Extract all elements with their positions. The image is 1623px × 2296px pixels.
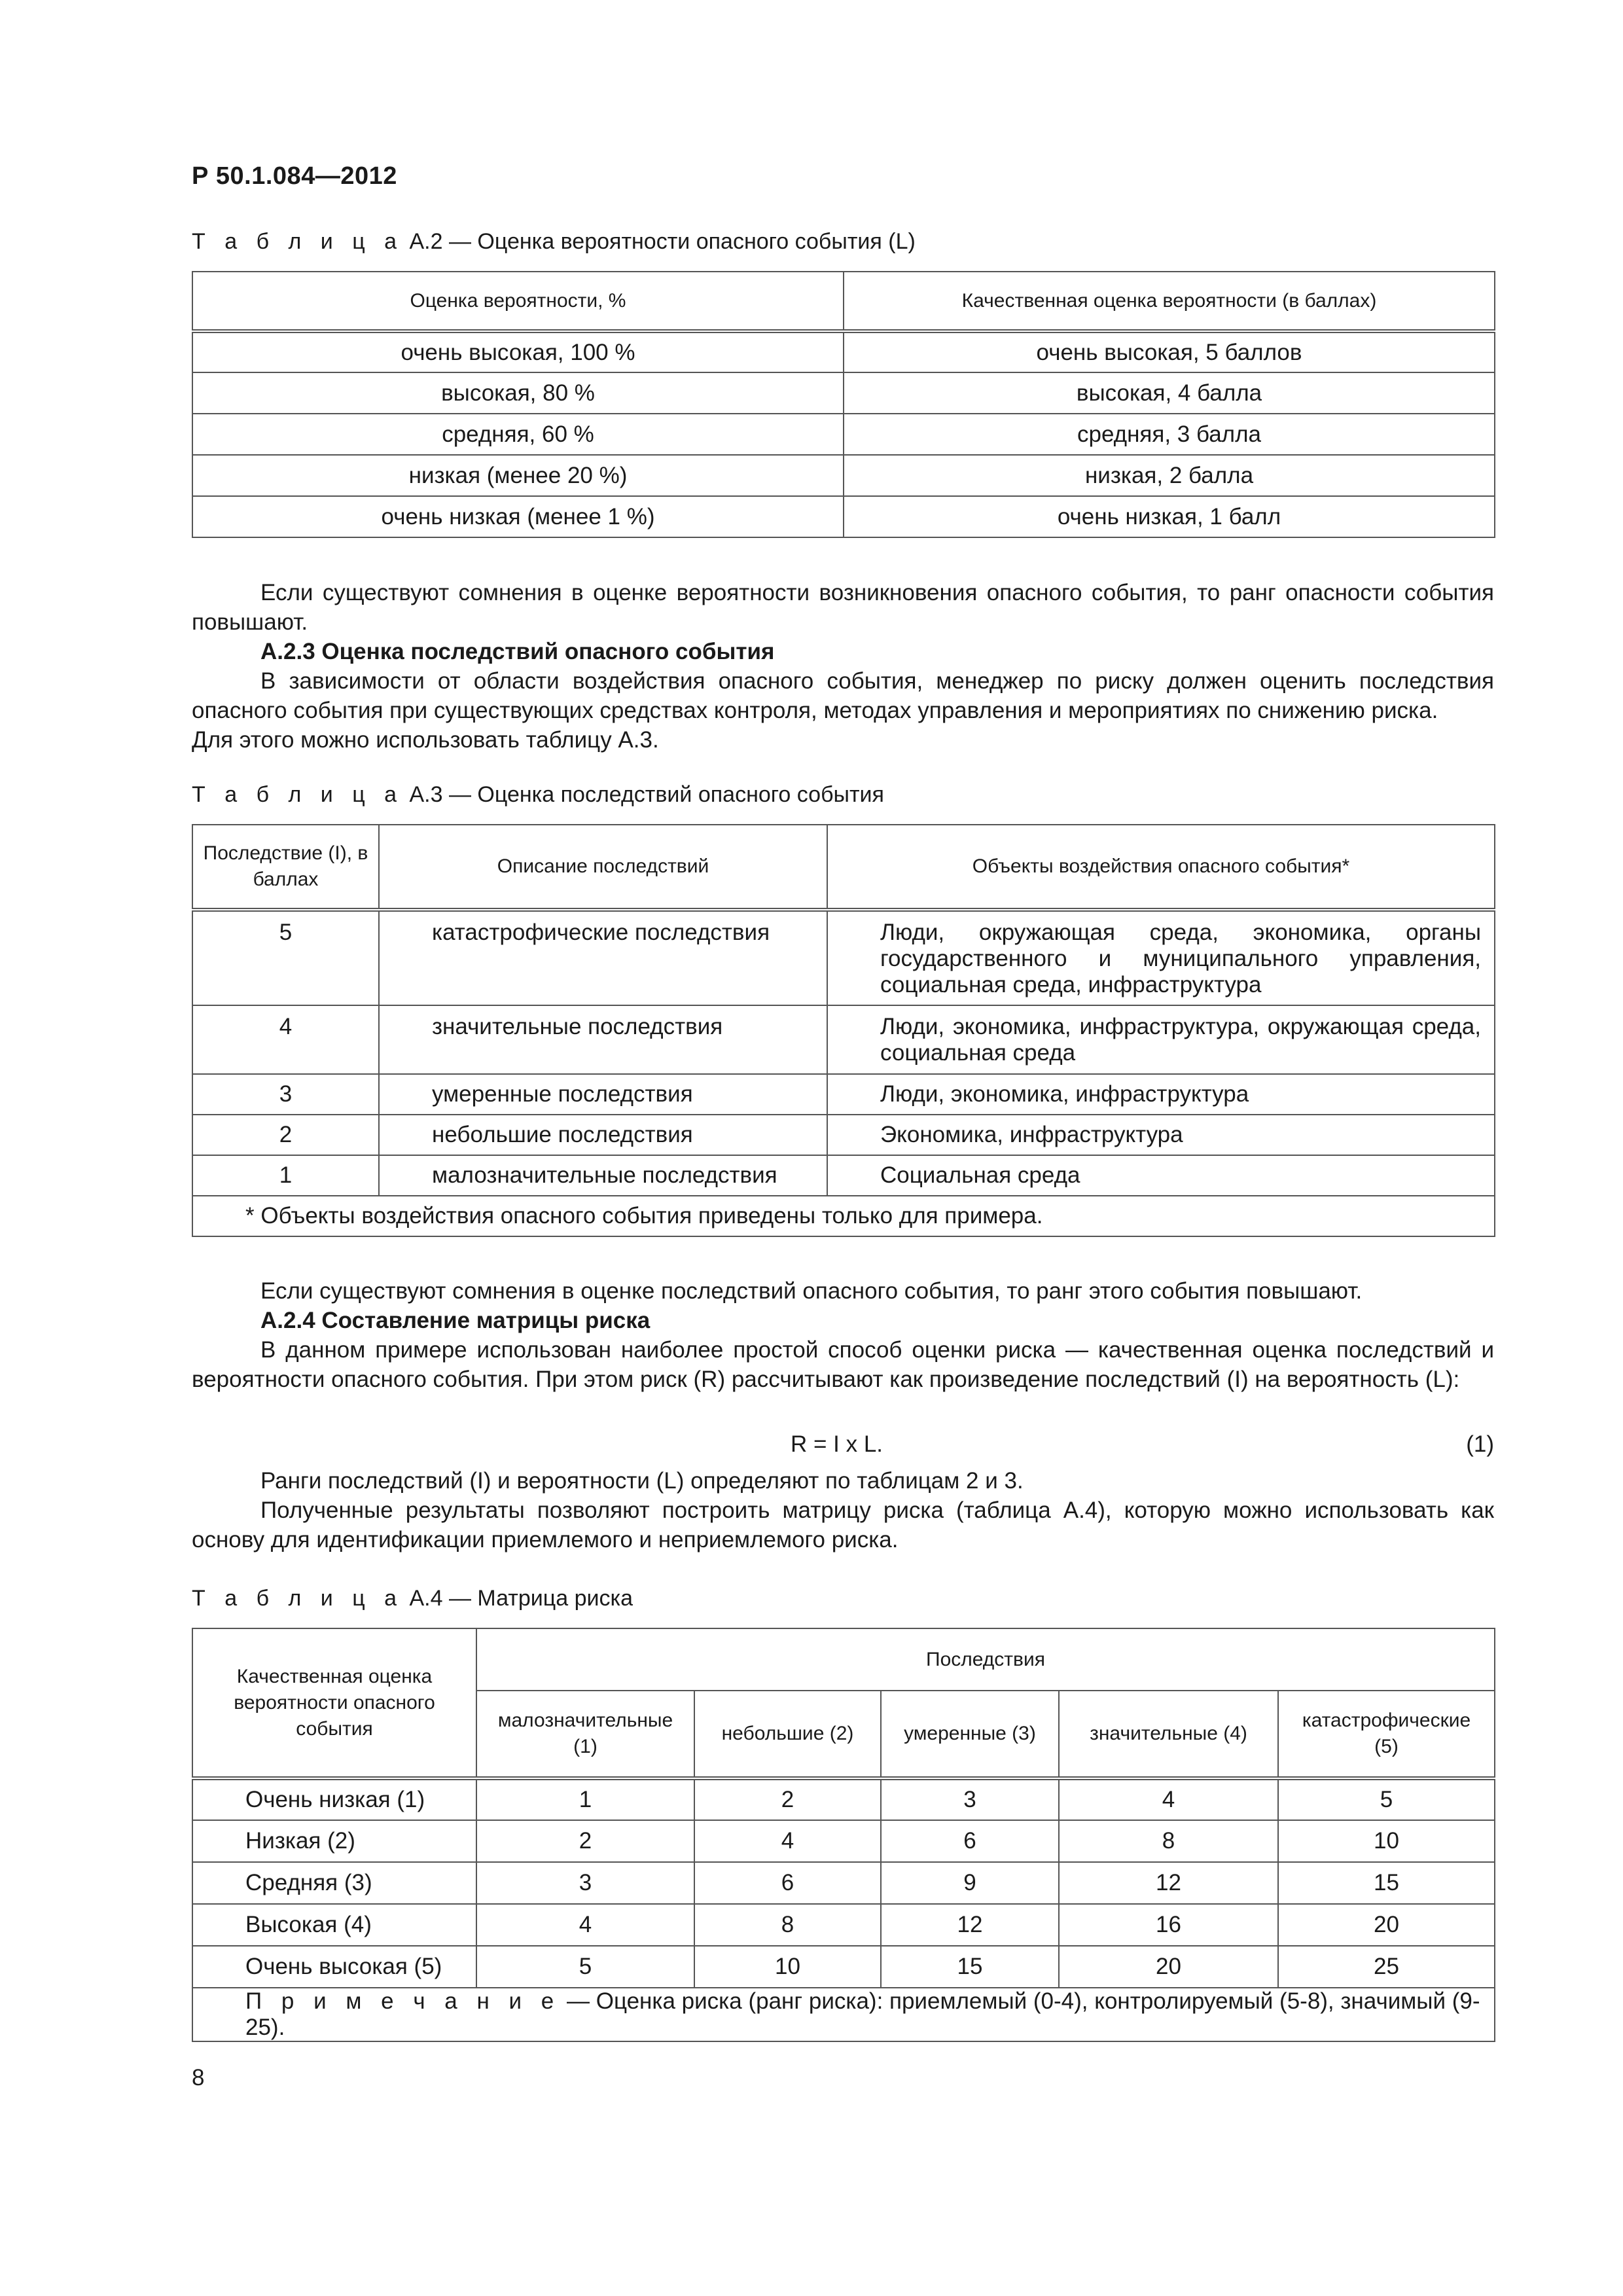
table-header-row (192, 1628, 1495, 1691)
table-row (192, 372, 1495, 414)
table-cell: очень низкая, 1 балл (844, 496, 1495, 537)
table-a3-caption (192, 782, 884, 808)
table-note (192, 1988, 1495, 2041)
table-cell: 12 (1059, 1862, 1278, 1904)
table-a4-caption-label: Т а б л и ц а (192, 1586, 404, 1611)
row-label: Средняя (3) (192, 1862, 476, 1904)
row-label: Очень высокая (5) (192, 1946, 476, 1988)
table-cell: 2 (694, 1778, 881, 1820)
row-label: Низкая (2) (192, 1820, 476, 1862)
table-a3-caption-label: Т а б л и ц а (192, 782, 404, 807)
table-row (192, 1904, 1495, 1946)
header-cell: небольшие (2) (694, 1691, 881, 1778)
table-cell: 10 (694, 1946, 881, 1988)
table-cell: низкая, 2 балла (844, 455, 1495, 496)
table-header-row (192, 272, 1495, 331)
table-cell: 1 (192, 1155, 379, 1196)
document-code: Р 50.1.084—2012 (192, 162, 397, 190)
section-heading: А.2.4 Составление матрицы риска (260, 1308, 651, 1333)
table-footnote-row (192, 1196, 1495, 1236)
table-cell: 10 (1278, 1820, 1495, 1862)
table-cell: высокая, 4 балла (844, 372, 1495, 414)
table-cell: очень высокая, 5 баллов (844, 331, 1495, 372)
table-cell: 5 (476, 1946, 694, 1988)
table-cell: 12 (881, 1904, 1059, 1946)
table-footnote: * Объекты воздействия опасного события приведены только для примера. (192, 1196, 1495, 1236)
header-cell: умеренные (3) (881, 1691, 1059, 1778)
table-a2 (192, 271, 1495, 538)
header-cell: Оценка вероятности, % (192, 272, 844, 331)
table-cell: 6 (694, 1862, 881, 1904)
paragraph: Для этого можно использовать таблицу А.3. (192, 727, 659, 753)
table-a3 (192, 824, 1495, 1237)
table-cell: 2 (476, 1820, 694, 1862)
table-row (192, 1115, 1495, 1155)
row-label: Высокая (4) (192, 1904, 476, 1946)
table-cell: Люди, экономика, инфраструктура (827, 1074, 1495, 1115)
table-cell: 5 (192, 910, 379, 1005)
table-cell: средняя, 3 балла (844, 414, 1495, 455)
paragraph: Полученные результаты позволяют построить матрицу риска (таблица А.4), которую можно использовать как основу для идентификации приемлемого и неприемлемого риска. (192, 1498, 1494, 1552)
table-cell: 6 (881, 1820, 1059, 1862)
formula: R = I x L. (791, 1431, 883, 1457)
table-cell: небольшие последствия (379, 1115, 827, 1155)
table-header-row (192, 825, 1495, 910)
table-cell: 1 (476, 1778, 694, 1820)
section-a23 (192, 578, 1494, 755)
table-cell: высокая, 80 % (192, 372, 844, 414)
table-a2-caption-text: А.2 — Оценка вероятности опасного события (L) (409, 229, 916, 254)
header-cell: значительные (4) (1059, 1691, 1278, 1778)
table-cell: 4 (1059, 1778, 1278, 1820)
table-cell: средняя, 60 % (192, 414, 844, 455)
table-cell: Люди, экономика, инфраструктура, окружающая среда, социальная среда (827, 1005, 1495, 1074)
table-a2-caption (192, 229, 916, 255)
row-label: Очень низкая (1) (192, 1778, 476, 1820)
table-a4-caption (192, 1586, 633, 1611)
table-a2-caption-label: Т а б л и ц а (192, 229, 404, 254)
table-cell: Экономика, инфраструктура (827, 1115, 1495, 1155)
group-header-cell: Последствия (476, 1628, 1495, 1691)
section-heading: А.2.3 Оценка последствий опасного события (260, 639, 775, 664)
header-cell: Последствие (I), в баллах (192, 825, 379, 910)
table-row (192, 1946, 1495, 1988)
table-cell: низкая (менее 20 %) (192, 455, 844, 496)
table-cell: умеренные последствия (379, 1074, 827, 1115)
table-cell: 15 (1278, 1862, 1495, 1904)
table-cell: 15 (881, 1946, 1059, 1988)
table-row (192, 455, 1495, 496)
header-cell: Описание последствий (379, 825, 827, 910)
table-row (192, 1005, 1495, 1074)
table-cell: 8 (694, 1904, 881, 1946)
table-row (192, 1074, 1495, 1115)
table-cell: 3 (476, 1862, 694, 1904)
paragraph: В зависимости от области воздействия опасного события, менеджер по риску должен оценить последствия опасного события при существующих средствах контроля, методах управления и мероприятиях по снижению риска. (192, 668, 1494, 723)
table-row (192, 496, 1495, 537)
table-cell: 2 (192, 1115, 379, 1155)
table-row (192, 331, 1495, 372)
header-cell: катастрофические (5) (1278, 1691, 1495, 1778)
table-cell: 20 (1059, 1946, 1278, 1988)
table-cell: 16 (1059, 1904, 1278, 1946)
header-cell: Объекты воздействия опасного события* (827, 825, 1495, 910)
table-a4 (192, 1628, 1495, 2042)
paragraph: В данном примере использован наиболее простой способ оценки риска — качественная оценка последствий и вероятности опасного события. При этом риск (R) рассчитывают как произведение последствий (I) на вероятность (L): (192, 1337, 1494, 1392)
paragraph: Если существуют сомнения в оценке последствий опасного события, то ранг этого события повышают. (260, 1278, 1363, 1304)
table-a4-caption-text: А.4 — Матрица риска (409, 1586, 633, 1611)
table-cell: очень высокая, 100 % (192, 331, 844, 372)
table-row (192, 1155, 1495, 1196)
table-cell: Люди, окружающая среда, экономика, органы государственного и муниципального управления, социальная среда, инфраструктура (827, 910, 1495, 1005)
table-cell: значительные последствия (379, 1005, 827, 1074)
table-cell: Социальная среда (827, 1155, 1495, 1196)
page-number: 8 (192, 2065, 205, 2090)
section-a24 (192, 1276, 1494, 1394)
table-a3-caption-text: А.3 — Оценка последствий опасного события (409, 782, 884, 807)
table-cell: 20 (1278, 1904, 1495, 1946)
section-a24-continued (192, 1466, 1494, 1554)
table-row (192, 1778, 1495, 1820)
paragraph: Если существуют сомнения в оценке вероятности возникновения опасного события, то ранг опасности события повышают. (192, 580, 1494, 635)
table-note-row (192, 1988, 1495, 2041)
table-cell: 4 (476, 1904, 694, 1946)
table-cell: катастрофические последствия (379, 910, 827, 1005)
table-cell: 3 (192, 1074, 379, 1115)
header-cell: малозначительные (1) (476, 1691, 694, 1778)
header-cell: Качественная оценка вероятности (в баллах) (844, 272, 1495, 331)
table-cell: 3 (881, 1778, 1059, 1820)
table-cell: 4 (192, 1005, 379, 1074)
note-text: — Оценка риска (ранг риска): приемлемый (0-4), контролируемый (5-8), значимый (9-25). (245, 1988, 1480, 2040)
table-cell: очень низкая (менее 1 %) (192, 496, 844, 537)
table-row (192, 1820, 1495, 1862)
formula-number: (1) (1466, 1431, 1494, 1457)
table-cell: малозначительные последствия (379, 1155, 827, 1196)
table-cell: 9 (881, 1862, 1059, 1904)
table-row (192, 1862, 1495, 1904)
table-cell: 8 (1059, 1820, 1278, 1862)
paragraph: Ранги последствий (I) и вероятности (L) определяют по таблицам 2 и 3. (260, 1468, 1024, 1494)
table-cell: 5 (1278, 1778, 1495, 1820)
table-cell: 25 (1278, 1946, 1495, 1988)
note-label: П р и м е ч а н и е (245, 1988, 561, 2014)
table-row (192, 414, 1495, 455)
corner-header-cell: Качественная оценка вероятности опасного события (192, 1628, 476, 1778)
table-row (192, 910, 1495, 1005)
table-cell: 4 (694, 1820, 881, 1862)
